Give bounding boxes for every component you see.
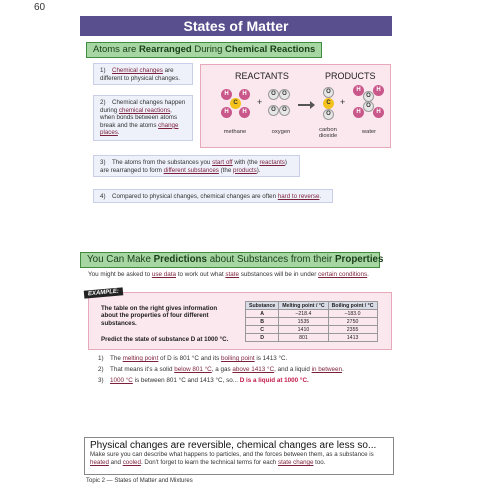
answer-text: D is a liquid at 1000 °C. [239,377,309,384]
table-cell: A [246,310,279,318]
key-term: reactants [259,159,285,166]
step-1 [98,355,388,363]
intro-text: . [367,271,369,278]
key-term: in between [311,366,343,373]
products-label: PRODUCTS [325,71,376,81]
step-text: That means it's a solid [110,366,175,373]
summary-body [90,451,388,467]
example-text: The table on the right gives information about the properties of four different substances. [101,305,218,327]
table-row [246,326,378,334]
key-term: state [225,271,240,278]
hydrogen-atom: H [353,85,364,96]
table-cell: –183.0 [328,310,377,318]
table-header: Melting point / °C [279,302,328,310]
summary-text: . Don't forget to learn the technical terms for each [140,458,278,466]
table-cell: 2355 [328,326,377,334]
properties-table [245,301,378,342]
hydrogen-atom: H [221,107,232,118]
note-number: 1) [100,67,106,74]
step-number: 3) [98,377,104,384]
table-cell: 2750 [328,318,377,326]
heading-part: During [191,44,226,55]
table-row [246,334,378,342]
hydrogen-atom: H [239,107,250,118]
summary-box [84,437,394,475]
oxygen-label: oxygen [271,129,291,135]
oxygen-atom: O [268,89,279,100]
note-text: with (the [232,159,260,166]
note-text: Chemical changes happen during [100,99,186,114]
heading-part-bold: Chemical Reactions [225,44,316,55]
step-text: The [110,355,123,362]
step-text: , a gas [211,366,233,373]
note-text: are different to physical changes. [100,67,181,82]
summary-text: Make sure you can describe what happens to particles, and the forces between them, as a substance is [90,451,374,458]
note-4 [93,189,333,203]
table-row [246,318,378,326]
page-title: States of Matter [80,16,392,36]
summary-text: too. [313,458,326,466]
table-header: Boiling point / °C [328,302,377,310]
hydrogen-atom: H [353,107,364,118]
reaction-diagram [200,64,391,148]
predictions-intro [88,271,388,279]
step-2 [98,366,388,374]
note-text: , when bonds between atoms break and the atoms [100,106,178,129]
table-cell: C [246,326,279,334]
plus-sign: + [340,97,346,107]
step-text: , and a liquid [274,366,312,373]
heading-part-bold: Rearranged [138,44,192,55]
key-term: 1000 °C [110,377,133,384]
carbon-atom: C [230,98,241,109]
hydrogen-atom: H [373,107,384,118]
note-number: 3) [100,159,106,166]
note-text: ) are rearranged to form [100,159,287,174]
hydrogen-atom: H [373,85,384,96]
table-header: Substance [246,302,279,310]
oxygen-atom: O [363,101,374,112]
intro-text: substances will be in under [239,271,319,278]
oxygen-atom: O [363,91,374,102]
note-text: ). [256,166,261,174]
table-header-row [246,302,378,310]
key-term: heated [90,458,109,466]
note-text: The atoms from the substances you [112,159,213,166]
example-tag: EXAMPLE: [84,287,124,298]
heading-part: Atoms are [93,44,139,55]
summary-title: Physical changes are reversible, chemical changes are less so... [90,440,377,451]
table-cell: 801 [279,334,328,342]
example-question: Predict the state of substance D at 1000 °C. [101,336,229,343]
page-number: 60 [34,2,46,13]
key-term: Chemical changes [112,67,163,74]
carbon-atom: C [323,98,334,109]
key-term: below 801 °C [174,366,212,373]
table-cell: D [246,334,279,342]
section-heading-predictions [80,252,384,268]
table-cell: B [246,318,279,326]
oxygen-atom: O [279,105,290,116]
heading-part-bold: Properties [334,254,384,265]
key-term: different substances [163,166,219,174]
step-number: 2) [98,366,104,373]
key-term: certain conditions [318,271,368,278]
summary-text: and [108,458,123,466]
step-3 [98,377,388,385]
section-heading-reactions [86,42,322,58]
step-text: is between 801 °C and 1413 °C, so... [132,377,240,384]
key-term: above 1413 °C [232,366,275,373]
key-term: cooled [122,458,141,466]
step-text: of D is 801 °C and its [158,355,222,362]
step-number: 1) [98,355,104,362]
hydrogen-atom: H [239,89,250,100]
heading-part: You Can Make [87,254,154,265]
plus-sign: + [257,97,263,107]
intro-text: to work out what [176,271,226,278]
note-text: (the [218,166,233,174]
key-term: chemical reactions [118,106,171,114]
table-cell: 1413 [328,334,377,342]
table-cell: 1410 [279,326,328,334]
key-term: start off [212,159,233,166]
note-1 [93,63,193,85]
key-term: change places [100,121,179,137]
note-number: 2) [100,99,106,106]
key-term: products [233,166,257,174]
step-text: is 1413 °C. [254,355,288,362]
heading-part-bold: Predictions [153,254,207,265]
key-term: state change [277,458,314,466]
note-3 [93,155,300,177]
page-footer: Topic 2 — States of Matter and Mixtures [86,478,193,484]
oxygen-atom: O [323,87,334,98]
reaction-arrow [298,104,312,106]
table-cell: 1535 [279,318,328,326]
oxygen-atom: O [279,89,290,100]
key-term: use data [151,271,177,278]
hydrogen-atom: H [221,89,232,100]
oxygen-atom: O [323,109,334,120]
note-number: 4) [100,193,106,200]
water-label: water [361,129,377,135]
intro-text: You might be asked to [88,271,152,278]
note-text: . [319,193,322,200]
table-cell: –218.4 [279,310,328,318]
note-text: . [117,129,120,137]
example-box [88,292,392,350]
table-row [246,310,378,318]
note-text: Compared to physical changes, chemical changes are often [112,193,278,200]
oxygen-atom: O [268,105,279,116]
step-text: . [342,366,344,373]
key-term: hard to reverse [277,193,320,200]
key-term: melting point [122,355,159,362]
note-2 [93,95,193,141]
reactants-label: REACTANTS [235,71,289,81]
heading-part: about Substances from their [207,254,335,265]
methane-label: methane [223,129,247,135]
carbon-dioxide-label: carbon dioxide [318,127,338,139]
key-term: boiling point [221,355,255,362]
